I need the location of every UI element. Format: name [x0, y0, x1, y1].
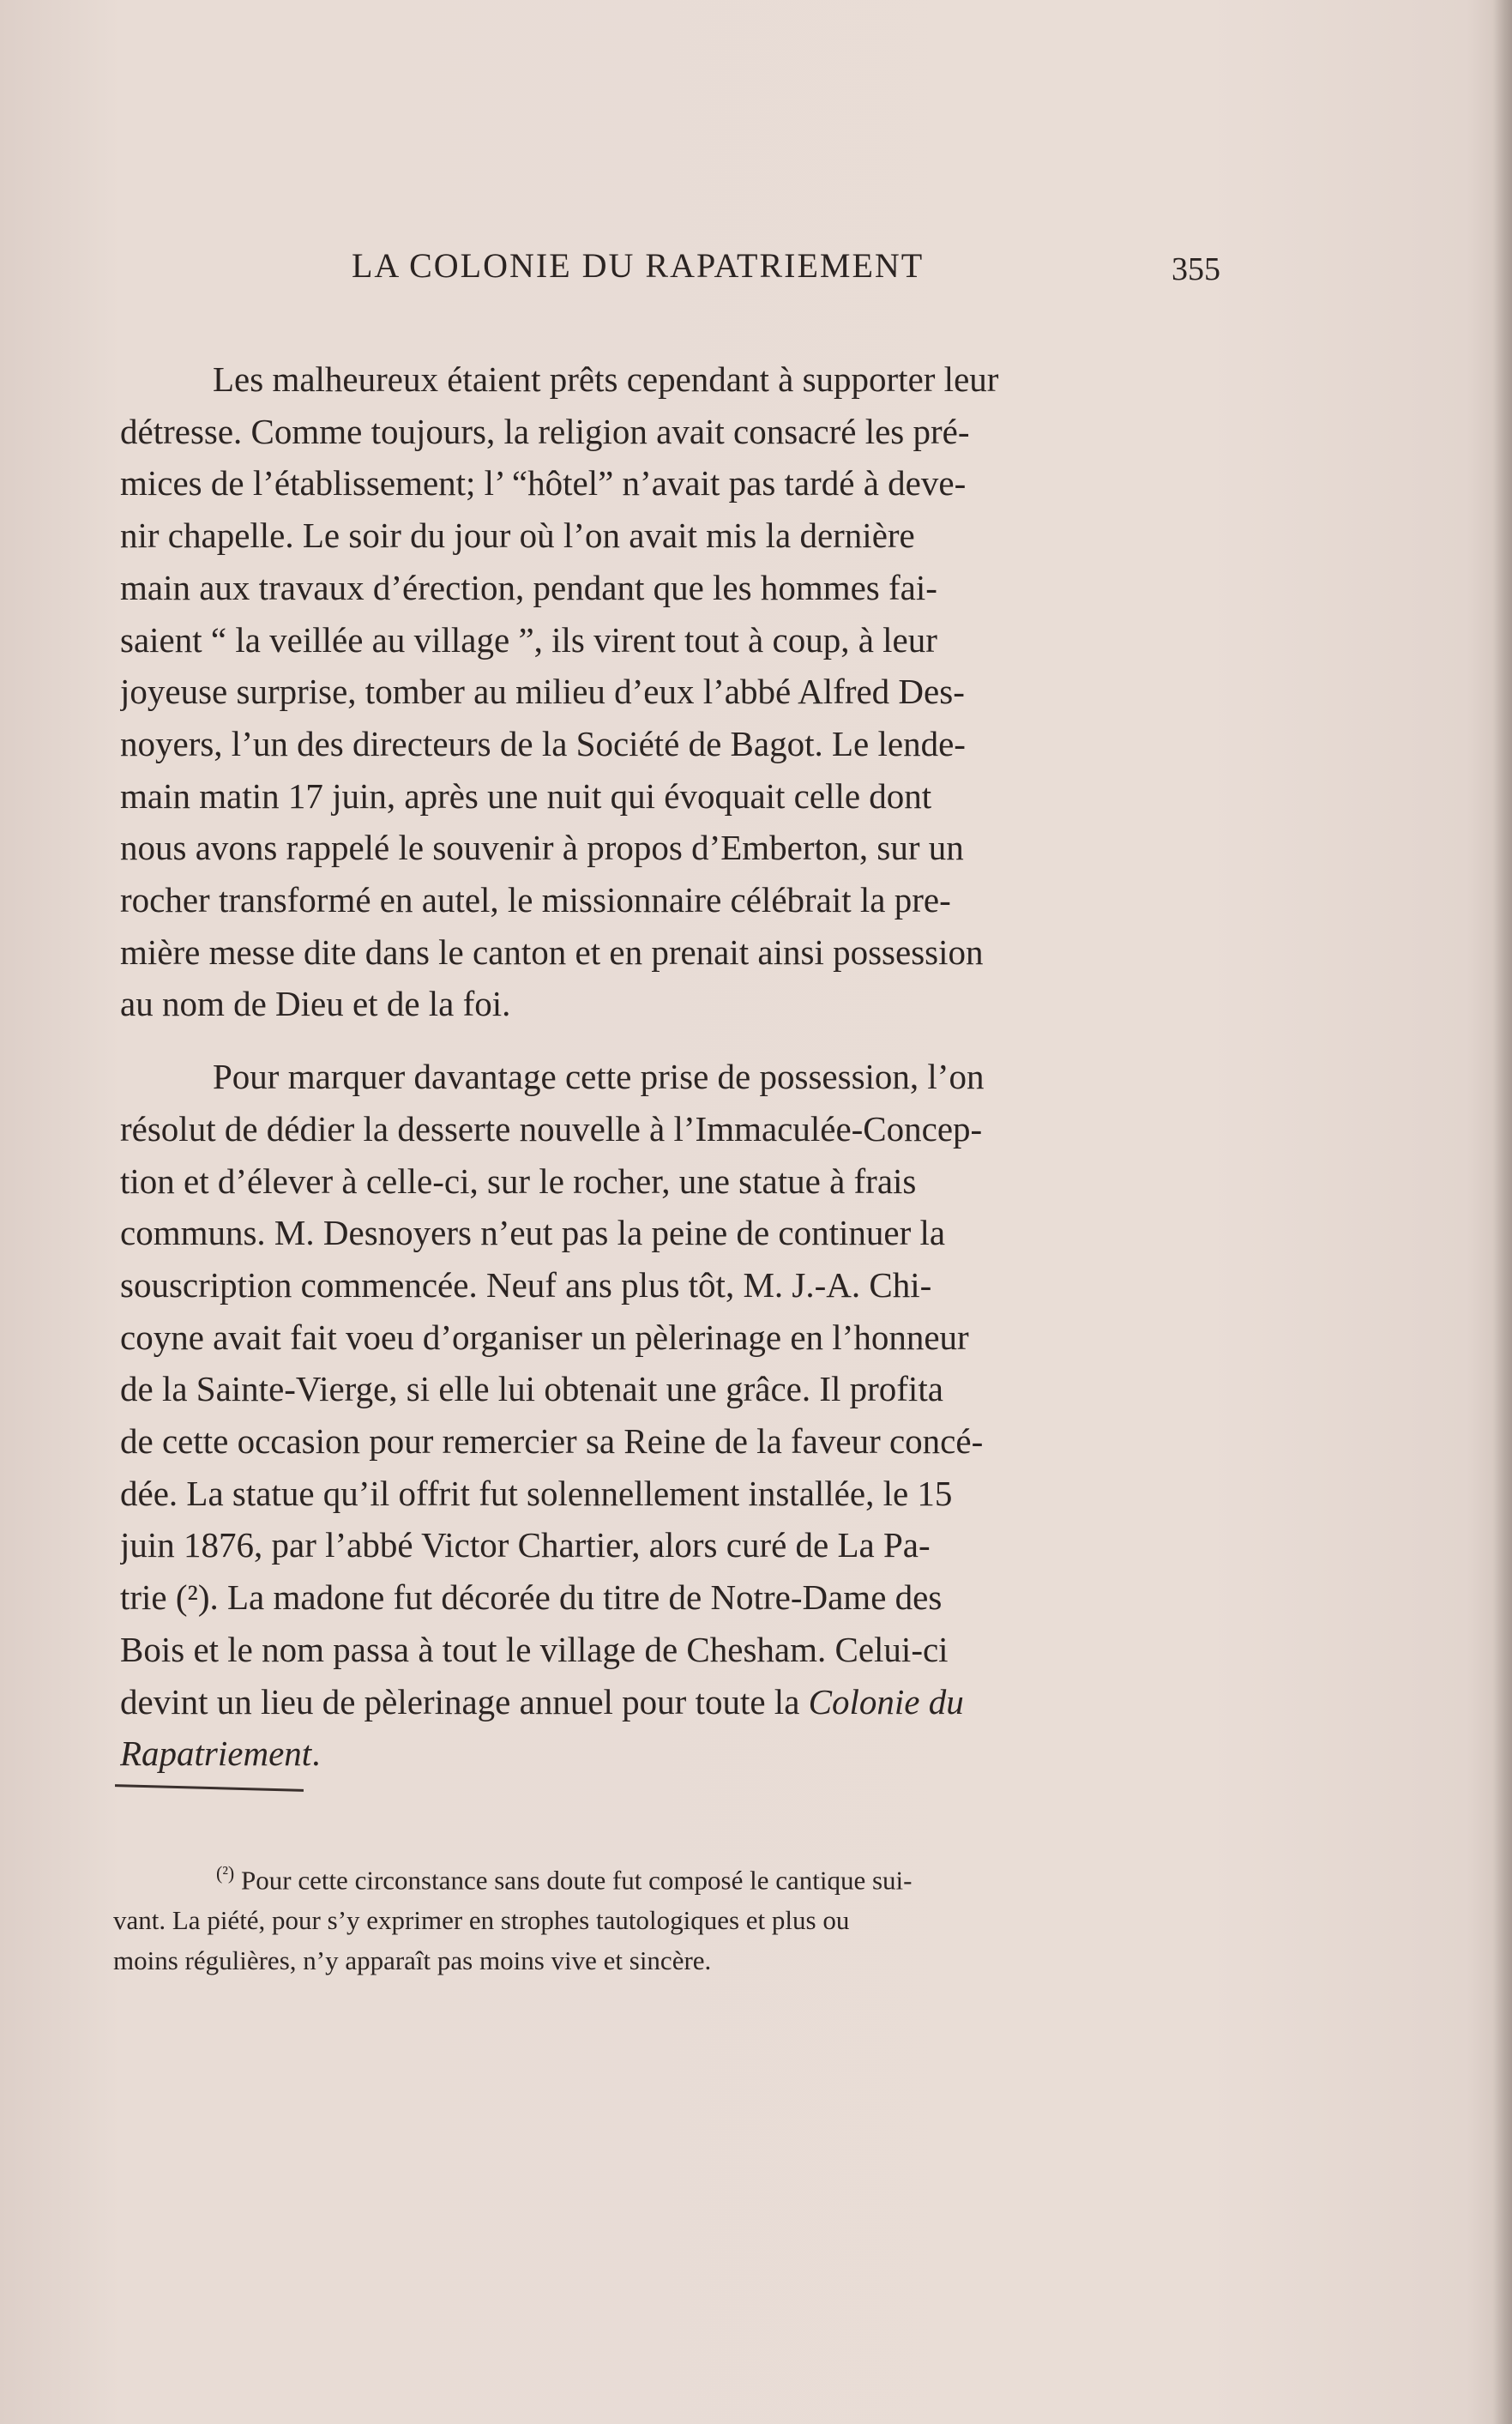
text-line: mière messe dite dans le canton et en prenait ainsi possession: [120, 932, 984, 972]
text-line: coyne avait fait voeu d’organiser un pèlerinage en l’honneur: [120, 1317, 969, 1357]
footnote-text: Pour cette circonstance sans doute fut composé le cantique sui-: [234, 1865, 913, 1896]
page-edge: [1493, 0, 1512, 2424]
text-line: nir chapelle. Le soir du jour où l’on avait mis la dernière: [120, 516, 915, 556]
text-line: Bois et le nom passa à tout le village de Chesham. Celui-ci: [120, 1629, 949, 1669]
text-line: noyers, l’un des directeurs de la Société de Bagot. Le lende-: [120, 723, 966, 763]
text-line: nous avons rappelé le souvenir à propos d’Emberton, sur un: [120, 828, 964, 868]
paragraph-2: [120, 1051, 1226, 1780]
text-line: juin 1876, par l’abbé Victor Chartier, alors curé de La Pa-: [120, 1525, 931, 1565]
footnote-divider: [115, 1784, 304, 1792]
text-line: souscription commencée. Neuf ans plus tôt, M. J.-A. Chi-: [120, 1264, 932, 1305]
running-title: LA COLONIE DU RAPATRIEMENT: [352, 246, 925, 285]
text-line: dée. La statue qu’il offrit fut solennellement installée, le 15: [120, 1473, 953, 1513]
italic-title-fragment: Rapatriement: [120, 1734, 312, 1774]
text-line: rocher transformé en autel, le missionnaire célébrait la pre-: [120, 880, 951, 920]
text-line: [120, 1728, 1226, 1780]
footnote-marker: (²): [216, 1862, 235, 1884]
text-fragment: . La madone fut décorée du titre de Notre-Dame des: [209, 1577, 943, 1618]
text-line: détresse. Comme toujours, la religion avait consacré les pré-: [120, 411, 970, 451]
text-line: mices de l’établissement; l’ “hôtel” n’avait pas tardé à deve-: [120, 463, 967, 503]
text-line: communs. M. Desnoyers n’eut pas la peine de continuer la: [120, 1213, 946, 1253]
italic-title-fragment: Colonie du: [808, 1681, 964, 1722]
text-line: Les malheureux étaient prêts cependant à supporter leur: [213, 359, 999, 399]
text-line: de cette occasion pour remercier sa Reine de la faveur concé-: [120, 1421, 984, 1462]
text-fragment: trie: [120, 1577, 167, 1618]
footnote-line: [113, 1853, 1228, 1900]
text-line: Pour marquer davantage cette prise de possession, l’on: [213, 1057, 985, 1097]
text-line: au nom de Dieu et de la foi.: [120, 984, 511, 1024]
paragraph-1: [120, 353, 1226, 1030]
text-line: joyeuse surprise, tomber au milieu d’eux l’abbé Alfred Des-: [120, 672, 965, 712]
text-line: [120, 1676, 1226, 1728]
footnote-line: vant. La piété, pour s’y exprimer en strophes tautologiques et plus ou: [113, 1905, 850, 1936]
body-text: [120, 353, 1226, 1780]
text-line: main matin 17 juin, après une nuit qui évoquait celle dont: [120, 775, 932, 816]
text-line: tion et d’élever à celle-ci, sur le rocher, une statue à frais: [120, 1161, 917, 1201]
page-number: 355: [1172, 251, 1220, 287]
footnote: [113, 1853, 1228, 1981]
text-line: de la Sainte-Vierge, si elle lui obtenait une grâce. Il profita: [120, 1369, 943, 1409]
text-line: résolut de dédier la desserte nouvelle à l’Immaculée-Concep-: [120, 1108, 983, 1149]
text-line: [120, 1571, 1226, 1624]
footnote-reference: (²): [175, 1577, 210, 1618]
text-line: main aux travaux d’érection, pendant que les hommes fai-: [120, 567, 937, 607]
text-fragment: devint un lieu de pèlerinage annuel pour toute la: [120, 1681, 809, 1722]
footnote-line: moins régulières, n’y apparaît pas moins vive et sincère.: [113, 1945, 712, 1976]
text-fragment: .: [311, 1734, 321, 1774]
text-line: saient “ la veillée au village ”, ils virent tout à coup, à leur: [120, 619, 937, 660]
